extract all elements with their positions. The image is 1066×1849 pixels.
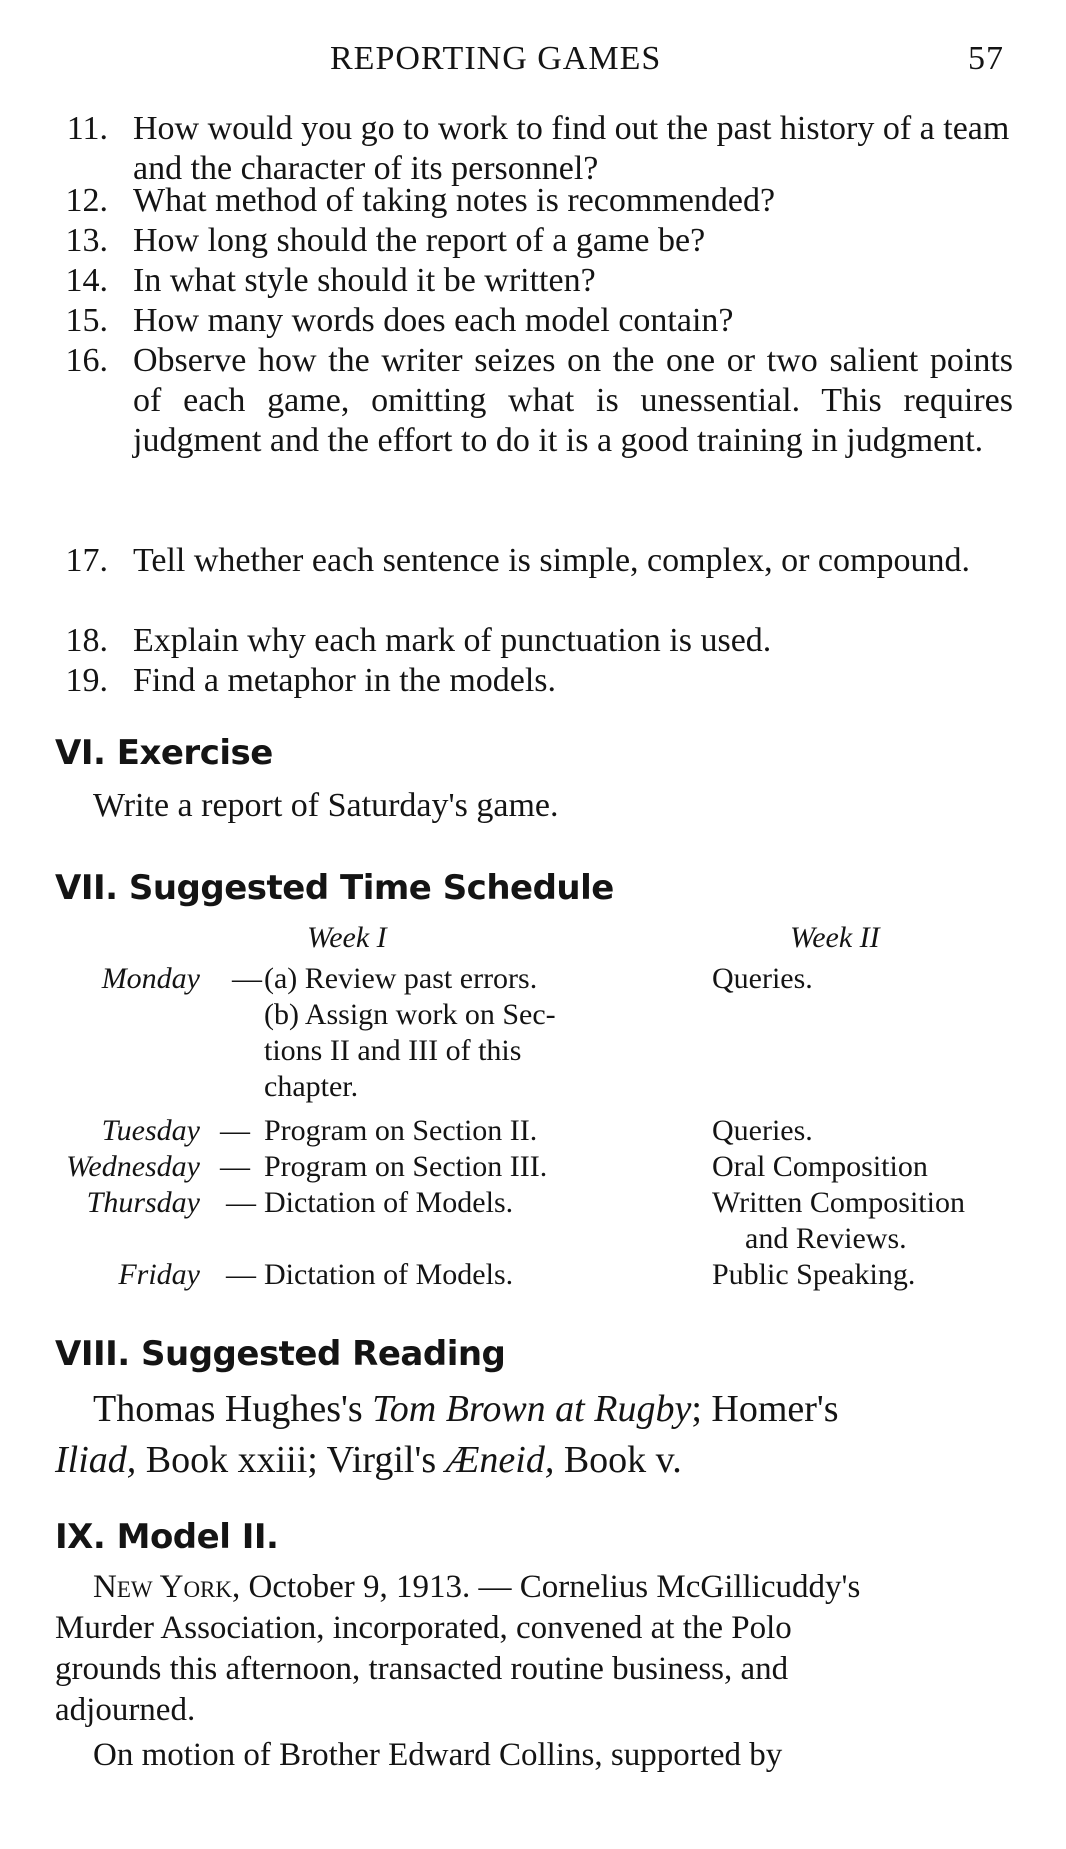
question-number: 11. <box>66 110 108 147</box>
week-1-entry: (b) Assign work on Sec- <box>264 998 556 1031</box>
question-text: Observe how the writer seizes on the one or two salient points of each game, omitting what is unessential. This requires judgment and the effort to do it is a good training in judgment. <box>133 342 1013 459</box>
section-heading-model: IX. Model II. <box>55 1517 279 1557</box>
week-1-entry: Dictation of Models. <box>264 1186 514 1219</box>
schedule-day: Thursday <box>86 1186 200 1219</box>
book-title: Tom Brown at Rugby <box>372 1388 692 1430</box>
reading-line-2 <box>55 1436 682 1484</box>
reading-line-1 <box>93 1385 839 1433</box>
model-line: adjourned. <box>55 1692 196 1728</box>
question-number: 14. <box>65 262 108 299</box>
model-line: grounds this afternoon, transacted routine business, and <box>55 1651 789 1687</box>
schedule-day: Tuesday <box>101 1114 200 1147</box>
week-1-entry: Program on Section II. <box>264 1114 538 1147</box>
week-2-header: Week II <box>790 921 880 954</box>
model-line: Murder Association, incorporated, convened at the Polo <box>55 1610 792 1646</box>
week-1-entry: Dictation of Models. <box>264 1258 514 1291</box>
section-heading-exercise: VI. Exercise <box>55 733 273 773</box>
week-1-entry: chapter. <box>264 1070 359 1103</box>
section-heading-reading: VIII. Suggested Reading <box>55 1334 506 1374</box>
question-number: 18. <box>65 622 108 659</box>
week-1-header: Week I <box>307 921 387 954</box>
reading-text: ; Homer's <box>691 1388 839 1430</box>
dateline: New York, <box>93 1569 241 1605</box>
reading-text: Thomas Hughes's <box>93 1388 373 1430</box>
question-text: How long should the report of a game be? <box>133 222 706 259</box>
week-2-entry: Queries. <box>712 1114 813 1147</box>
week-2-entry: Queries. <box>712 962 813 995</box>
question-text: How would you go to work to find out the past history of a team and the character of its personnel? <box>133 110 1010 187</box>
week-1-entry: Program on Section III. <box>264 1150 548 1183</box>
week-1-entry: (a) Review past errors. <box>264 962 538 995</box>
question-text: Tell whether each sentence is simple, complex, or compound. <box>133 542 970 579</box>
schedule-dash: — <box>220 1150 250 1183</box>
question-number: 16. <box>65 342 108 379</box>
schedule-dash: — <box>226 1186 256 1219</box>
question-text: What method of taking notes is recommended? <box>133 182 776 219</box>
running-head-title: REPORTING GAMES <box>330 40 662 77</box>
question-number: 13. <box>65 222 108 259</box>
question-item <box>0 109 1066 189</box>
question-number: 17. <box>65 542 108 579</box>
question-text: In what style should it be written? <box>133 262 596 299</box>
schedule-dash: — <box>232 962 262 995</box>
schedule-dash: — <box>226 1258 256 1291</box>
book-title: Iliad, <box>55 1439 137 1481</box>
week-2-entry: and Reviews. <box>745 1222 907 1255</box>
schedule-day: Wednesday <box>66 1150 200 1183</box>
page-number: 57 <box>968 40 1004 77</box>
question-number: 15. <box>65 302 108 339</box>
question-text: Find a metaphor in the models. <box>133 662 557 699</box>
schedule-day: Monday <box>101 962 200 995</box>
question-number: 19. <box>65 662 108 699</box>
reading-text: Book xxiii; Virgil's <box>136 1439 446 1481</box>
book-title: Æneid, <box>445 1439 555 1481</box>
question-text: How many words does each model contain? <box>133 302 734 339</box>
schedule-dash: — <box>220 1114 250 1147</box>
model-text: October 9, 1913. — Cornelius McGillicuddy's <box>240 1569 861 1605</box>
schedule-day: Friday <box>118 1258 200 1291</box>
reading-text: Book v. <box>554 1439 682 1481</box>
question-number: 12. <box>65 182 108 219</box>
week-2-entry: Oral Composition <box>712 1150 928 1183</box>
exercise-text: Write a report of Saturday's game. <box>93 787 559 824</box>
question-text: Explain why each mark of punctuation is used. <box>133 622 772 659</box>
model-line <box>93 1567 860 1607</box>
week-1-entry: tions II and III of this <box>264 1034 522 1067</box>
week-2-entry: Written Composition <box>712 1186 965 1219</box>
week-2-entry: Public Speaking. <box>712 1258 916 1291</box>
section-heading-schedule: VII. Suggested Time Schedule <box>55 868 614 908</box>
model-line: On motion of Brother Edward Collins, supported by <box>93 1737 783 1773</box>
